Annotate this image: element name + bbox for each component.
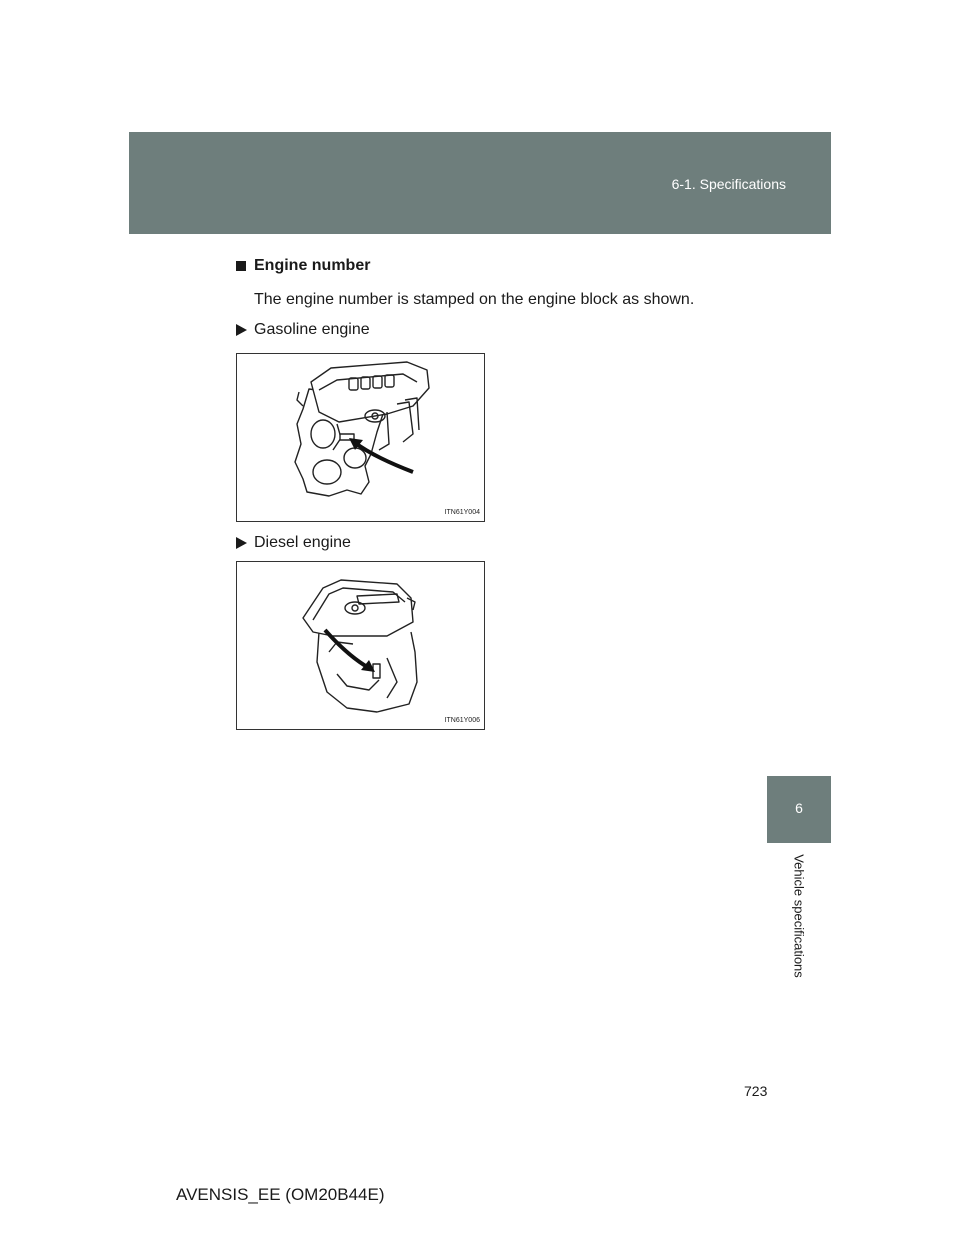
chapter-tab <box>767 776 831 843</box>
page-number: 723 <box>744 1083 768 1099</box>
triangle-bullet-icon <box>236 537 247 549</box>
description-text: The engine number is stamped on the engine block as shown. <box>254 291 695 308</box>
gasoline-engine-figure <box>236 353 485 522</box>
figure-code: ITN61Y004 <box>444 509 480 516</box>
diesel-engine-figure <box>236 561 485 730</box>
square-bullet-icon <box>236 261 246 271</box>
triangle-bullet-icon <box>236 324 247 336</box>
figure-code: ITN61Y006 <box>444 717 480 724</box>
gasoline-engine-illustration <box>237 354 484 521</box>
item-label: Gasoline engine <box>254 321 370 338</box>
section-heading <box>236 257 370 275</box>
heading-text: Engine number <box>254 257 371 274</box>
section-title: 6-1. Specifications <box>671 176 786 192</box>
item-label: Diesel engine <box>254 534 351 551</box>
item-gasoline-engine <box>236 321 370 339</box>
item-diesel-engine <box>236 534 351 552</box>
document-id: AVENSIS_EE (OM20B44E) <box>176 1185 385 1204</box>
chapter-number: 6 <box>795 800 803 816</box>
header-bar <box>129 132 831 234</box>
diesel-engine-illustration <box>237 562 484 729</box>
chapter-title: Vehicle specifications <box>791 854 807 978</box>
